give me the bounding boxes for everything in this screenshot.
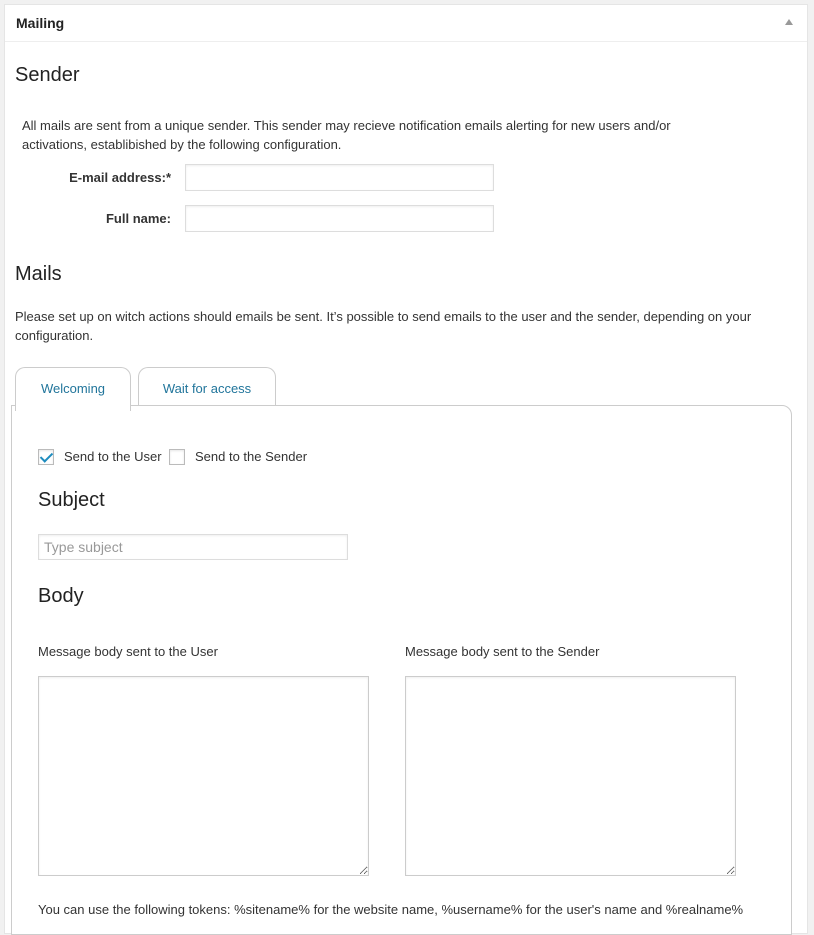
fullname-field[interactable] — [185, 205, 494, 232]
send-to-sender-checkbox[interactable] — [169, 449, 185, 465]
send-to-user-label[interactable]: Send to the User — [64, 449, 162, 464]
fullname-label: Full name: — [105, 211, 171, 226]
subject-input[interactable] — [38, 534, 348, 560]
body-sender-label: Message body sent to the Sender — [405, 644, 600, 659]
sender-description: All mails are sent from a unique sender. This sender may recieve notification emails alerting for new users and/or activations, establibished by the following configuration. — [22, 118, 671, 152]
tab-wait-for-access[interactable]: Wait for access — [138, 367, 276, 410]
postbox-header[interactable] — [5, 5, 807, 42]
body-user-label: Message body sent to the User — [38, 644, 218, 659]
tokens-note: You can use the following tokens: %sitename% for the website name, %username% for the user's name and %realname% — [38, 902, 744, 917]
subject-heading: Subject — [38, 489, 105, 511]
tab-welcoming[interactable]: Welcoming — [15, 367, 131, 411]
send-to-user-checkbox[interactable] — [38, 449, 54, 465]
mails-description: Please set up on witch actions should emails be sent. It’s possible to send emails to the user and the sender, depending on your configuration. — [15, 309, 752, 343]
email-label: E-mail address:* — [69, 170, 171, 185]
send-to-sender-label[interactable]: Send to the Sender — [195, 449, 308, 464]
postbox-title: Mailing — [16, 15, 65, 31]
body-heading: Body — [38, 585, 84, 607]
mails-heading: Mails — [15, 263, 62, 285]
email-field[interactable] — [185, 164, 494, 191]
collapse-arrow-icon[interactable] — [785, 19, 793, 25]
body-user-textarea[interactable] — [38, 676, 369, 876]
check-icon — [40, 449, 53, 462]
sender-heading: Sender — [15, 64, 80, 86]
body-sender-textarea[interactable] — [405, 676, 736, 876]
